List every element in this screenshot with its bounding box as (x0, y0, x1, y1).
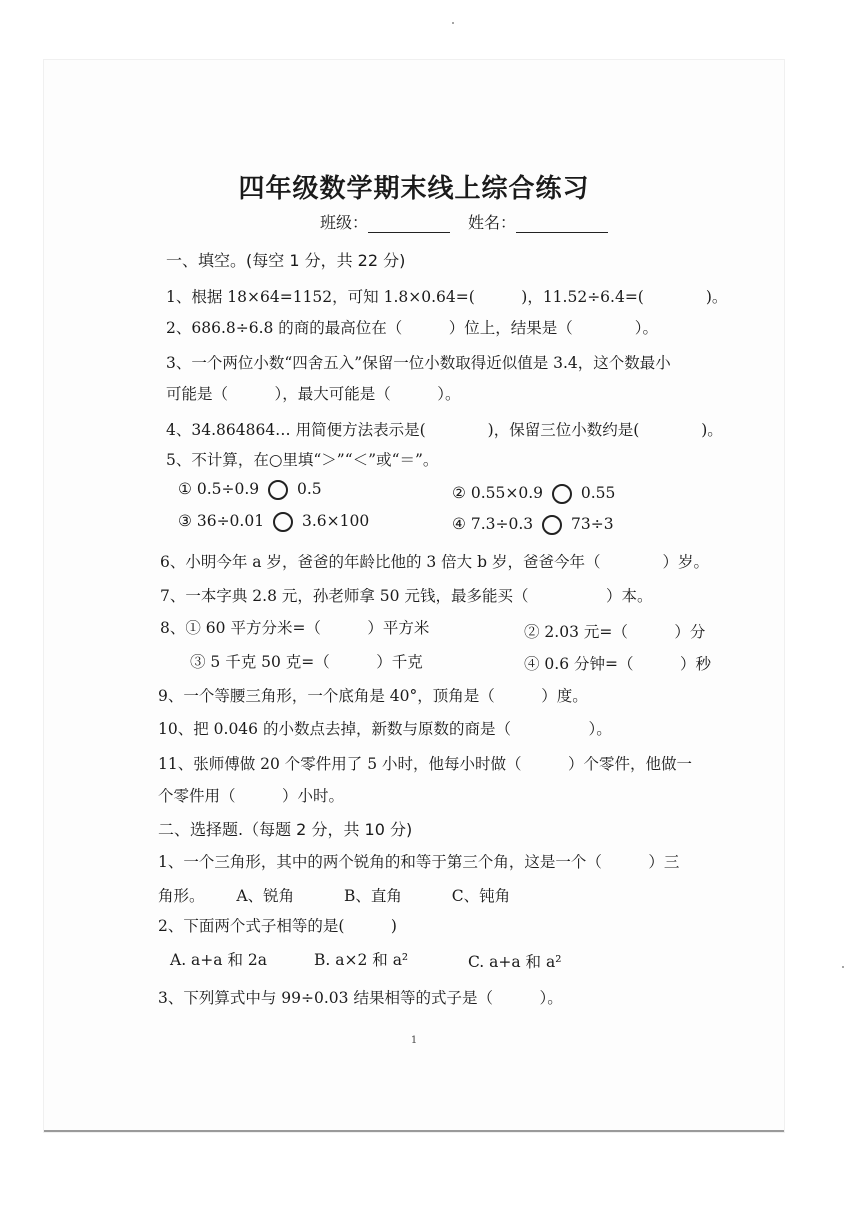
question-8-part1: 8、① 60 平方分米=（ ）平方米 (160, 619, 430, 637)
choice-2-option-a: A. a+a 和 2a (170, 951, 267, 969)
page-title: 四年级数学期末线上综合练习 (238, 174, 590, 204)
section1-heading: 一、填空。(每空 1 分，共 22 分) (166, 251, 406, 270)
compare-item-1: ① 0.5÷0.9 0.5 (178, 480, 322, 498)
question-10: 10、把 0.046 的小数点去掉，新数与原数的商是（ ）。 (158, 720, 612, 738)
compare-circle (552, 484, 572, 504)
name-label: 姓名： (468, 213, 517, 232)
class-field (320, 210, 450, 233)
compare-item-4: ④ 7.3÷0.3 73÷3 (452, 515, 614, 533)
question-8-part2: ② 2.03 元=（ ）分 (524, 623, 706, 641)
question-8-part3: ③ 5 千克 50 克=（ ）千克 (190, 653, 423, 671)
name-field (468, 210, 608, 233)
choice-2-option-b: B. a×2 和 a² (314, 951, 409, 969)
exam-page (44, 60, 784, 1132)
question-3-line2: 可能是（ ），最大可能是（ ）。 (166, 385, 461, 403)
choice-1-option-b: B、直角 (343, 887, 402, 905)
question-6: 6、小明今年 a 岁，爸爸的年龄比他的 3 倍大 b 岁，爸爸今年（ ）岁。 (160, 553, 709, 571)
class-label: 班级： (320, 213, 369, 232)
compare-circle (542, 515, 562, 535)
question-11-line2: 个零件用（ ）小时。 (158, 787, 345, 805)
question-11-line1: 11、张师傅做 20 个零件用了 5 小时，他每小时做（ ）个零件，他做一 (158, 755, 693, 773)
class-blank (368, 214, 450, 233)
compare-circle (268, 480, 288, 500)
question-4: 4、34.864864… 用简便方法表示是( )，保留三位小数约是( )。 (166, 421, 723, 439)
compare-item-3: ③ 36÷0.01 3.6×100 (178, 512, 370, 530)
section2-heading: 二、选择题.（每题 2 分，共 10 分) (158, 820, 413, 839)
choice-2: 2、下面两个式子相等的是( ) (158, 917, 397, 935)
question-5: 5、不计算，在○里填“＞”“＜”或“＝”。 (166, 451, 439, 469)
name-blank (516, 214, 608, 233)
question-8-part4: ④ 0.6 分钟=（ ）秒 (524, 655, 711, 673)
question-7: 7、一本字典 2.8 元，孙老师拿 50 元钱，最多能买（ ）本。 (160, 587, 653, 605)
compare-circle (273, 512, 293, 532)
choice-2-option-c: C. a+a 和 a² (468, 953, 562, 971)
compare-item-2: ② 0.55×0.9 0.55 (452, 484, 616, 502)
question-2: 2、686.8÷6.8 的商的最高位在（ ）位上，结果是（ ）。 (166, 319, 659, 337)
question-1: 1、根据 18×64=1152，可知 1.8×0.64=( )，11.52÷6.4=( )。 (166, 288, 728, 306)
choice-1-option-c: C、钝角 (451, 887, 511, 905)
page-number: 1 (410, 1035, 418, 1046)
question-3-line1: 3、一个两位小数“四舍五入”保留一位小数取得近似值是 3.4，这个数最小 (166, 354, 671, 372)
choice-1-option-a: A、锐角 (236, 887, 295, 905)
choice-1-line1: 1、一个三角形，其中的两个锐角的和等于第三个角，这是一个（ ）三 (158, 853, 680, 871)
question-9: 9、一个等腰三角形，一个底角是 40°，顶角是（ ）度。 (158, 687, 588, 705)
choice-3: 3、下列算式中与 99÷0.03 结果相等的式子是（ ）。 (158, 989, 563, 1007)
choice-1-line2: 角形。 A、锐角 B、直角 C、钝角 (158, 887, 511, 905)
